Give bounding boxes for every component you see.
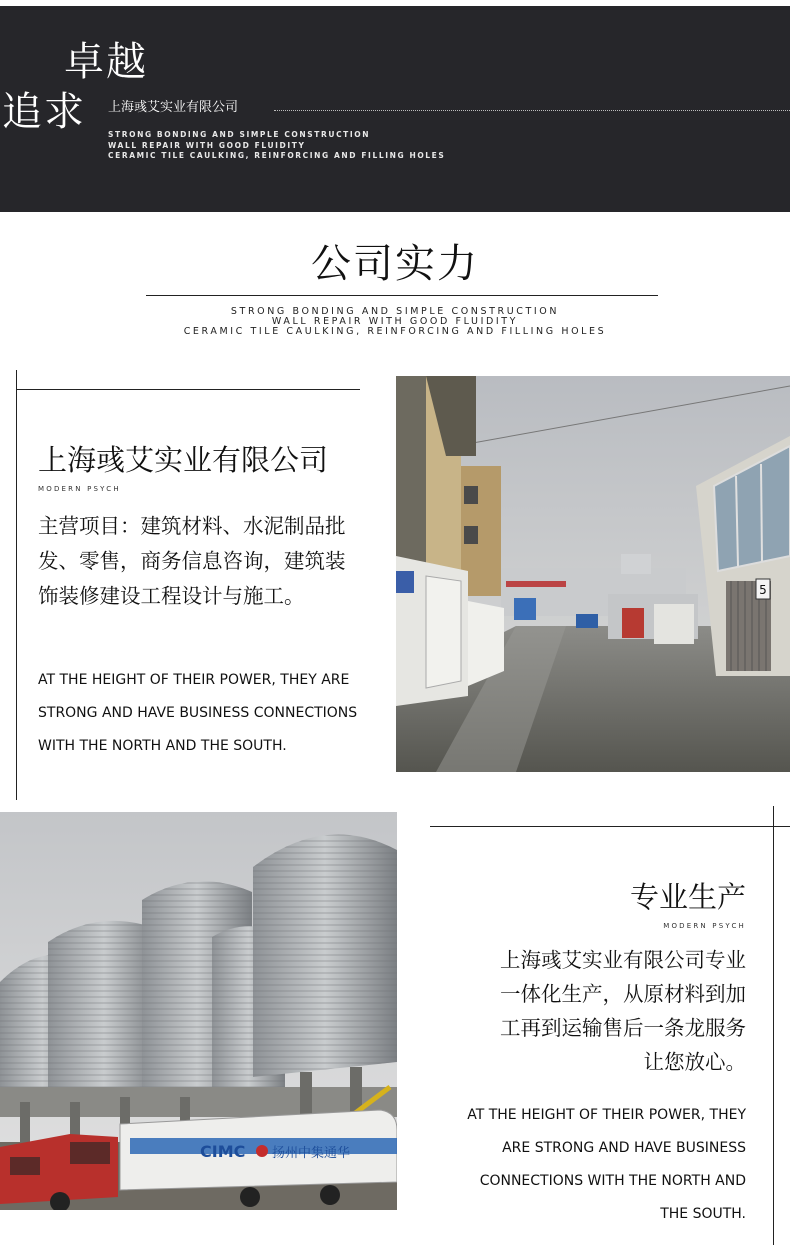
block1-vertical-rule	[16, 370, 17, 800]
banner-heading-line2: 追求	[2, 89, 86, 135]
banner-tagline-line: WALL REPAIR WITH GOOD FLUIDITY	[108, 140, 306, 150]
block1-body-zh: 主营项目：建筑材料、水泥制品批发、零售，商务信息咨询，建筑装饰装修建设工程设计与施工。	[38, 514, 346, 608]
block1-title: 上海彧艾实业有限公司	[38, 443, 329, 477]
block1-subtitle: MODERN PSYCH	[38, 485, 121, 493]
block1-horizontal-rule	[16, 389, 360, 390]
silos-illustration	[0, 812, 397, 1210]
banner-tagline-line: STRONG BONDING AND SIMPLE CONSTRUCTION	[108, 130, 371, 139]
banner-dotted-rule	[274, 110, 790, 111]
block2-vertical-rule	[773, 806, 774, 1245]
block2-body-en-line: CONNECTIONS WITH THE NORTH AND	[479, 1173, 746, 1189]
block2-body-zh-line: 一体化生产，从原材料到加	[500, 982, 746, 1006]
block2-body-zh	[430, 943, 746, 1079]
section-tagline-line: STRONG BONDING AND SIMPLE CONSTRUCTION	[230, 306, 560, 317]
banner-tagline-line: CERAMIC TILE CAULKING, REINFORCING AND FILLING HOLES	[108, 151, 446, 160]
factory-yard-photo	[396, 376, 790, 772]
block2-body-zh-line: 上海彧艾实业有限公司专业	[500, 948, 746, 972]
block1-body-en: AT THE HEIGHT OF THEIR POWER, THEY ARE STRONG AND HAVE BUSINESS CONNECTIONS WITH THE NORTH AND THE SOUTH.	[38, 672, 358, 754]
section-tagline-line: WALL REPAIR WITH GOOD FLUIDITY	[271, 316, 519, 327]
block2-body-en	[430, 1099, 746, 1231]
banner-company-name: 上海彧艾实业有限公司	[108, 100, 239, 115]
block2-subtitle: MODERN PSYCH	[663, 922, 746, 930]
banner-tagline	[108, 130, 445, 162]
block2-body-en-line: AT THE HEIGHT OF THEIR POWER, THEY	[467, 1107, 746, 1123]
block2-title: 专业生产	[629, 880, 746, 914]
section-tagline-line: CERAMIC TILE CAULKING, REINFORCING AND FILLING HOLES	[183, 326, 607, 337]
block2-body-en-line: THE SOUTH.	[660, 1206, 746, 1222]
section-title-rule	[146, 295, 658, 296]
truck-brand-text: CIMC	[200, 1142, 246, 1161]
section-title: 公司实力	[311, 241, 479, 287]
gate-sign-number: 5	[759, 583, 767, 597]
section-tagline	[0, 307, 790, 337]
cement-silos-photo	[0, 812, 397, 1210]
truck-company-text: 扬州中集通华	[272, 1146, 351, 1161]
block2-horizontal-rule	[430, 826, 790, 827]
banner-top-strip	[0, 0, 790, 6]
block2-body-en-line: ARE STRONG AND HAVE BUSINESS	[502, 1140, 746, 1156]
block2-body-zh-line: 工再到运输售后一条龙服务	[500, 1016, 746, 1040]
block2-body-zh-line: 让您放心。	[643, 1050, 746, 1074]
factory-yard-illustration	[396, 376, 790, 772]
banner-heading-line1: 卓越	[64, 39, 148, 85]
